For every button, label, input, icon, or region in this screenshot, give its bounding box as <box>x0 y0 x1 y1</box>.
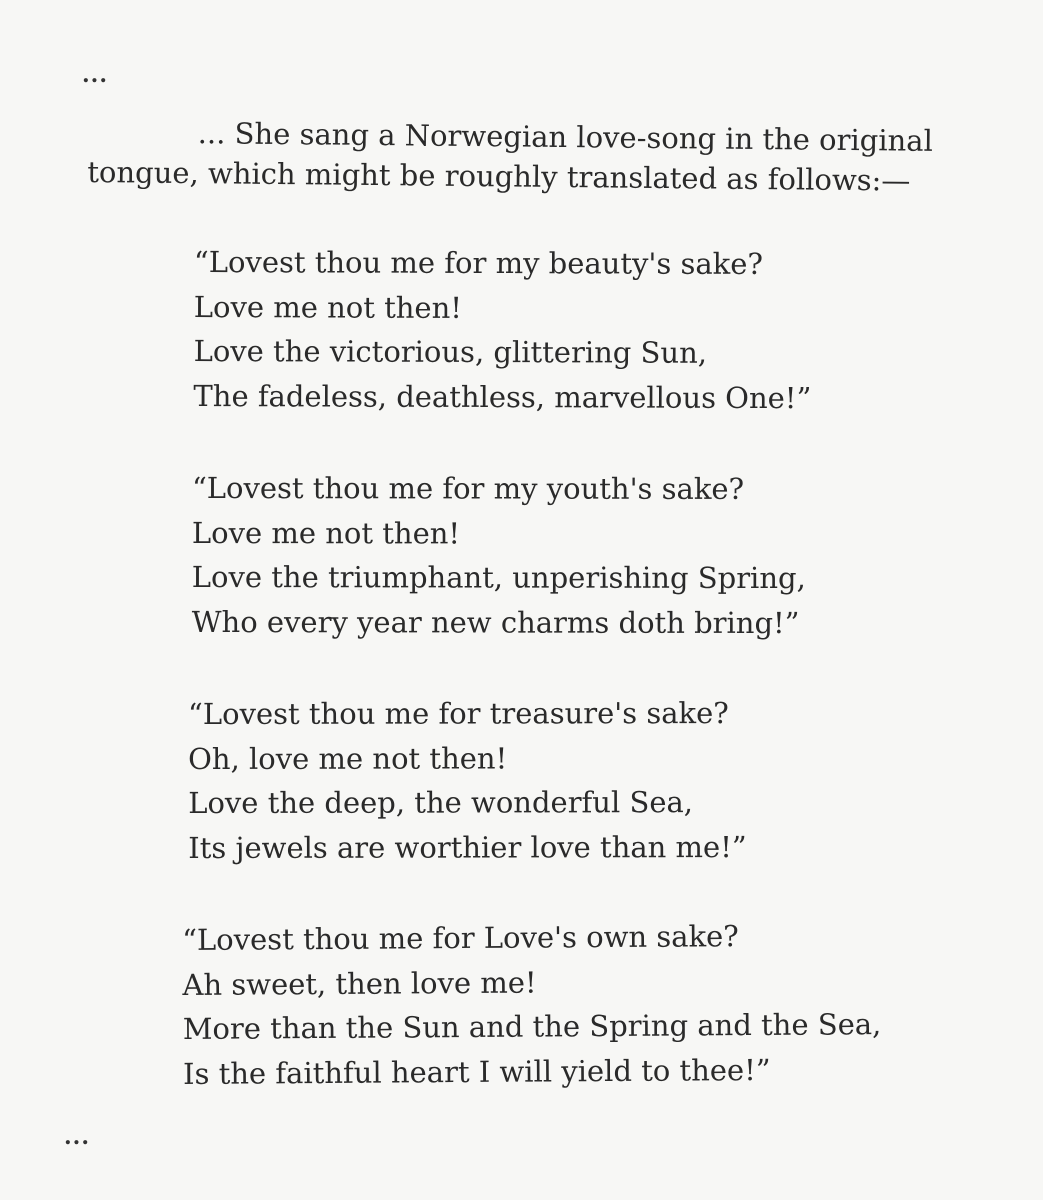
stanza-line: Love me not then! <box>193 289 463 325</box>
intro-line-2: tongue, which might be roughly translated as follows:— <box>87 154 911 198</box>
ellipsis-top: ... <box>82 62 108 88</box>
stanza-line: “Lovest thou me for treasure's sake? <box>188 696 729 731</box>
stanza-line: Who every year new charms doth bring!” <box>191 604 800 640</box>
stanza-1 <box>193 240 811 420</box>
stanza-line: “Lovest thou me for my beauty's sake? <box>193 244 764 281</box>
stanza-line: The fadeless, deathless, marvellous One!” <box>193 378 812 415</box>
stanza-line: Oh, love me not then! <box>188 740 508 776</box>
stanza-4 <box>182 913 882 1096</box>
stanza-line: More than the Sun and the Spring and the Sea, <box>182 1007 882 1046</box>
stanza-line: Love the victorious, glittering Sun, <box>193 333 708 370</box>
intro-paragraph <box>87 112 948 201</box>
stanza-line: Its jewels are worthier love than me!” <box>188 829 747 865</box>
intro-line-1: ... She sang a Norwegian love-song in the original <box>197 116 934 158</box>
stanza-line: Love me not then! <box>191 515 461 550</box>
stanza-line: “Lovest thou me for Love's own sake? <box>182 919 739 957</box>
stanza-line: Ah sweet, then love me! <box>182 965 537 1002</box>
stanza-3 <box>188 691 747 870</box>
stanza-2 <box>192 466 806 645</box>
stanza-line: Love the triumphant, unperishing Spring, <box>191 559 806 596</box>
ellipsis-bottom: ... <box>64 1124 90 1150</box>
stanza-line: Is the faithful heart I will yield to thee!” <box>182 1052 771 1091</box>
stanza-line: Love the deep, the wonderful Sea, <box>188 785 694 820</box>
stanza-line: “Lovest thou me for my youth's sake? <box>191 471 745 506</box>
